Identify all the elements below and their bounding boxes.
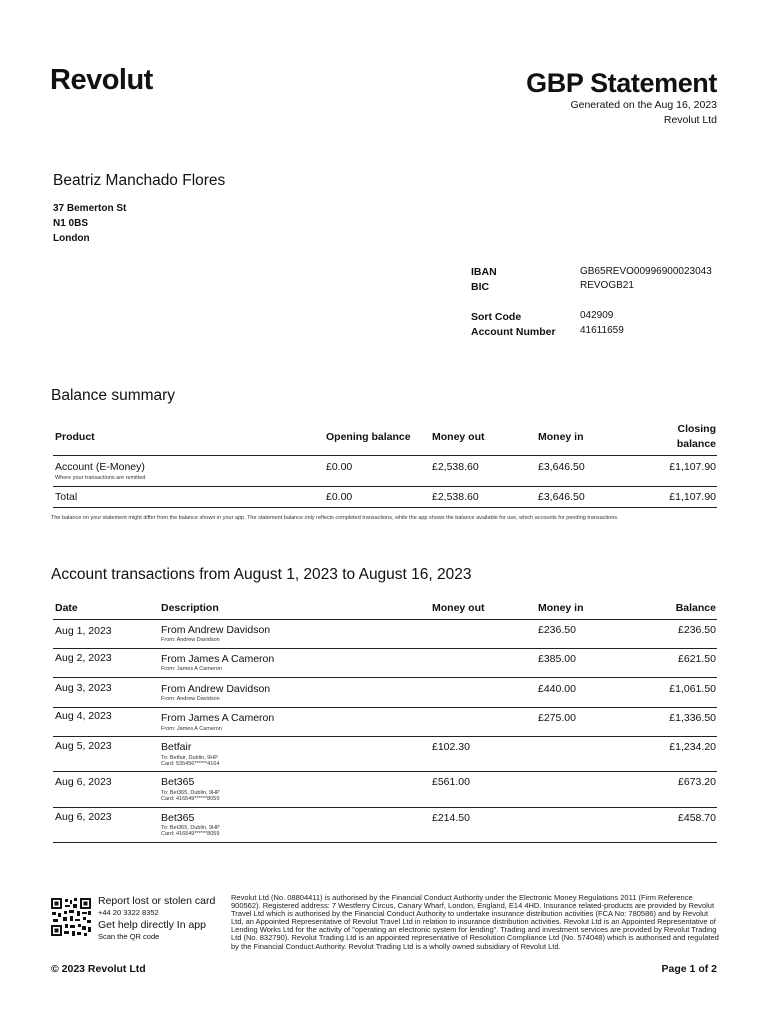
tx-money-out: £214.50 [432,812,470,824]
divider [53,771,717,772]
tx-description: From James A Cameron [161,653,275,665]
tx-date: Aug 1, 2023 [55,625,112,637]
support-phone: +44 20 3322 8352 [98,908,159,917]
tx-money-in: £236.50 [538,624,576,636]
divider [53,807,717,808]
legal-notice: Revolut Ltd (No. 08804411) is authorised by the Financial Conduct Authority under the Electronic Money Regulations 2011 (Firm Reference 900562). Registered address: 7 Westferry Circus, Canary Wharf, London, England, E14 4HD. Insurance related-products are provided by Revolut Travel Ltd which is authorised by the Financial Conduct Authority to undertake insurance distribution activities (FCA No: 780586) and by Revolut Ltd, an Appointed Representative of Revolut Travel Ltd in relation to insurance distribution activities. Revolut Ltd is an Appointed Representative of Lending Works Ltd for the activity of "operating an electronic system for lending". Trading and investment services are provided by Revolut Trading Ltd (No. 832790). Revolut Trading Ltd is an appointed representative of Resolution Compliance Ltd (No. 574048) which is authorised and regulated by the Financial Conduct Authority. Revolut Trading Ltd is a wholly owned subsidiary of Revolut Ltd. [231,893,719,951]
divider [53,486,717,487]
revolut-logo: Revolut [50,64,153,96]
summary-out: £2,538.60 [432,461,479,473]
account-number-value: 41611659 [580,325,624,336]
iban-label: IBAN [471,266,497,278]
in-app-help-link[interactable]: Get help directly In app [98,919,206,931]
tx-balance: £458.70 [678,812,716,824]
tx-balance: £236.50 [678,624,716,636]
tx-date: Aug 6, 2023 [55,776,112,788]
col-date: Date [55,602,78,614]
divider [53,677,717,678]
tx-description: From James A Cameron [161,712,275,724]
tx-description: Betfair [161,741,192,753]
tx-balance: £1,336.50 [669,712,716,724]
col-balance: Balance [675,602,716,614]
summary-closing: £1,107.90 [669,461,716,473]
report-card-link[interactable]: Report lost or stolen card [98,895,216,907]
total-in: £3,646.50 [538,491,585,503]
divider [53,507,717,508]
tx-detail: From: James A Cameron [161,666,222,672]
account-number-label: Account Number [471,326,556,338]
transactions-title: Account transactions from August 1, 2023 to August 16, 2023 [51,566,472,583]
generated-date: Generated on the Aug 16, 2023 [570,99,717,111]
summary-product-note: Where your transactions are remitted [55,475,146,481]
page-number: Page 1 of 2 [661,963,717,975]
tx-description: From Andrew Davidson [161,624,271,636]
divider [53,736,717,737]
bic-value: REVOGB21 [580,280,634,291]
tx-date: Aug 2, 2023 [55,652,112,664]
col-product: Product [55,431,95,443]
tx-money-out: £561.00 [432,776,470,788]
col-money-in: Money in [538,602,584,614]
tx-card: Card: 416549******8059 [161,831,220,837]
tx-description: Bet365 [161,776,195,788]
sort-code-value: 042909 [580,310,614,321]
col-description: Description [161,602,219,614]
tx-detail: From: Andrew Davidson [161,696,220,702]
divider [53,707,717,708]
address-postcode: N1 0BS [53,218,89,229]
tx-money-in: £440.00 [538,683,576,695]
tx-detail: To: Betfair, Dublin, 9HP [161,755,218,761]
tx-description: From Andrew Davidson [161,683,271,695]
divider [53,455,717,456]
tx-money-in: £275.00 [538,712,576,724]
tx-date: Aug 3, 2023 [55,682,112,694]
tx-detail: From: Andrew Davidson [161,637,220,643]
tx-balance: £621.50 [678,653,716,665]
tx-date: Aug 4, 2023 [55,710,112,722]
tx-balance: £673.20 [678,776,716,788]
col-money-out: Money out [432,431,485,443]
total-label: Total [55,491,78,503]
col-closing-balance-line1: Closing [677,423,716,435]
balance-summary-title: Balance summary [51,387,176,404]
col-money-out: Money out [432,602,485,614]
divider [53,842,717,843]
scan-qr-note: Scan the QR code [98,932,160,941]
iban-value: GB65REVO00996900023043 [580,266,712,277]
tx-date: Aug 6, 2023 [55,811,112,823]
divider [53,648,717,649]
tx-detail: From: James A Cameron [161,726,222,732]
tx-money-out: £102.30 [432,741,470,753]
tx-card: Card: 416549******8059 [161,796,220,802]
divider [53,619,717,620]
address-street: 37 Bemerton St [53,203,127,214]
statement-title: GBP Statement [526,68,717,98]
qr-code-icon [51,898,91,936]
total-closing: £1,107.90 [669,491,716,503]
col-closing-balance-line2: balance [676,438,716,450]
summary-opening: £0.00 [326,461,353,473]
bic-label: BIC [471,281,490,293]
tx-detail: To: Bet365, Dublin, 9HP [161,790,220,796]
tx-date: Aug 5, 2023 [55,740,112,752]
col-money-in: Money in [538,431,584,443]
tx-balance: £1,061.50 [669,683,716,695]
summary-product: Account (E-Money) [55,461,145,473]
tx-description: Bet365 [161,812,195,824]
balance-disclaimer: The balance on your statement might differ from the balance shown in your app. The statement balance only reflects completed transactions, while the app shows the balance available for use, which accounts for pending transactions. [51,515,619,521]
issuer-company: Revolut Ltd [663,114,717,126]
customer-name: Beatriz Manchado Flores [53,172,226,189]
tx-money-in: £385.00 [538,653,576,665]
tx-balance: £1,234.20 [669,741,716,753]
sort-code-label: Sort Code [471,311,522,323]
total-opening: £0.00 [326,491,353,503]
tx-card: Card: 535456******4164 [161,761,220,767]
total-out: £2,538.60 [432,491,479,503]
tx-detail: To: Bet365, Dublin, 9HP [161,825,220,831]
summary-in: £3,646.50 [538,461,585,473]
copyright: © 2023 Revolut Ltd [51,963,146,975]
col-opening-balance: Opening balance [326,431,411,443]
address-city: London [53,233,90,244]
